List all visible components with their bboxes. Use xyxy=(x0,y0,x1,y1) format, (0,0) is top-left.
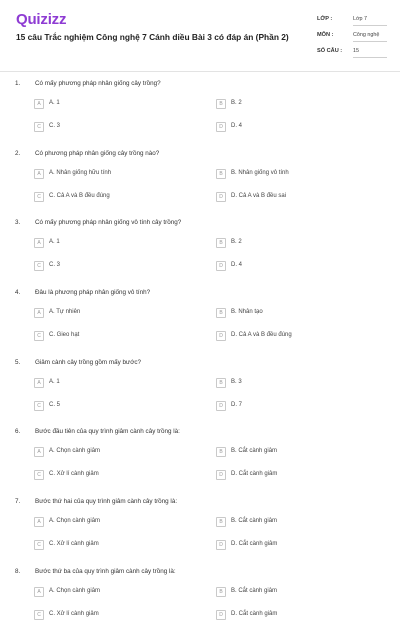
option-letter-box[interactable]: B xyxy=(216,587,226,597)
option-text: B. Nhân giống vô tính xyxy=(231,169,289,176)
meta-label: LỚP : xyxy=(317,16,333,22)
question-text: Bước đầu tiên của quy trình giâm cành cây trồng là: xyxy=(35,428,180,436)
question-text: Có phương pháp nhân giống cây trồng nào? xyxy=(35,149,160,157)
option-text: C. Xử lí cành giâm xyxy=(49,610,99,617)
option-text: D. 7 xyxy=(231,401,243,408)
meta-row-subject xyxy=(317,28,387,44)
option-text: D. 4 xyxy=(231,262,243,269)
option-letter-box[interactable]: D xyxy=(216,192,226,202)
question-item xyxy=(0,78,400,148)
option-text: D. 4 xyxy=(231,123,243,129)
option-text: A. Tự nhiên xyxy=(49,309,81,316)
question-number: 2. xyxy=(15,149,21,157)
option-letter-box[interactable]: D xyxy=(216,401,226,411)
question-item xyxy=(0,426,400,496)
option-text: B. Cắt cành giâm xyxy=(231,518,278,525)
option-letter-box[interactable]: A xyxy=(34,447,44,457)
question-item xyxy=(0,496,400,566)
option-letter-box[interactable]: C xyxy=(34,261,44,271)
option-text: D. Cả A và B đều đúng xyxy=(231,332,292,339)
option-text: A. Nhân giống hữu tính xyxy=(49,169,112,176)
question-text: Bước thứ hai của quy trình giâm cành cây trồng là: xyxy=(35,498,178,506)
option-text: C. 3 xyxy=(49,123,61,129)
question-number: 5. xyxy=(15,358,21,366)
option-letter-box[interactable]: D xyxy=(216,122,226,132)
meta-value: 15 xyxy=(353,46,387,58)
question-text: Giâm cành cây trồng gồm mấy bước? xyxy=(35,358,141,366)
question-number: 7. xyxy=(15,498,21,506)
option-letter-box[interactable]: C xyxy=(34,192,44,202)
option-text: C. 3 xyxy=(49,262,61,269)
quizizz-logo[interactable]: Quizizz xyxy=(16,11,67,28)
header-divider xyxy=(0,71,400,72)
question-text: Đâu là phương pháp nhân giống vô tính? xyxy=(35,289,151,297)
option-text: A. Chọn cành giâm xyxy=(49,587,101,594)
option-letter-box[interactable]: D xyxy=(216,331,226,341)
question-list xyxy=(0,78,400,636)
meta-label: SỐ CÂU : xyxy=(317,48,343,54)
worksheet-meta xyxy=(317,12,387,60)
option-letter-box[interactable]: C xyxy=(34,401,44,411)
question-item xyxy=(0,566,400,636)
option-text: C. Xử lí cành giâm xyxy=(49,541,99,548)
option-letter-box[interactable]: C xyxy=(34,540,44,550)
meta-row-question-count xyxy=(317,44,387,60)
option-text: B. Cắt cành giâm xyxy=(231,448,278,455)
option-letter-box[interactable]: A xyxy=(34,378,44,388)
option-letter-box[interactable]: B xyxy=(216,378,226,388)
option-text: C. Cả A và B đều đúng xyxy=(49,192,110,199)
meta-value: Lớp 7 xyxy=(353,14,387,26)
option-letter-box[interactable]: C xyxy=(34,610,44,620)
option-letter-box[interactable]: D xyxy=(216,261,226,271)
question-text: Bước thứ ba của quy trình giâm cành cây trồng là: xyxy=(35,567,176,575)
option-text: A. Chọn cành giâm xyxy=(49,518,101,525)
option-text: D. Cắt cành giâm xyxy=(231,541,278,548)
option-letter-box[interactable]: D xyxy=(216,610,226,620)
question-text: Có mấy phương pháp nhân giống cây trồng? xyxy=(35,80,161,87)
option-letter-box[interactable]: B xyxy=(216,308,226,318)
option-letter-box[interactable]: D xyxy=(216,470,226,480)
option-text: B. 2 xyxy=(231,239,242,246)
question-text: Có mấy phương pháp nhân giống vô tính cây trồng? xyxy=(35,219,182,227)
option-letter-box[interactable]: A xyxy=(34,308,44,318)
question-item xyxy=(0,148,400,218)
meta-label: MÔN : xyxy=(317,32,334,38)
worksheet-title: 15 câu Trắc nghiệm Công nghệ 7 Cánh diều Bài 3 có đáp án (Phần 2) xyxy=(16,32,289,42)
option-letter-box[interactable]: C xyxy=(34,470,44,480)
option-letter-box[interactable]: B xyxy=(216,169,226,179)
question-item xyxy=(0,217,400,287)
option-letter-box[interactable]: A xyxy=(34,169,44,179)
question-item xyxy=(0,287,400,357)
option-text: A. 1 xyxy=(49,100,60,106)
option-letter-box[interactable]: B xyxy=(216,99,226,109)
meta-row-class xyxy=(317,12,387,28)
option-text: D. Cắt cành giâm xyxy=(231,610,278,617)
option-text: B. 3 xyxy=(231,378,242,385)
option-letter-box[interactable]: C xyxy=(34,331,44,341)
question-item xyxy=(0,357,400,427)
option-text: A. 1 xyxy=(49,239,60,246)
meta-value: Công nghệ xyxy=(353,30,387,42)
option-letter-box[interactable]: A xyxy=(34,517,44,527)
option-text: B. Nhân tạo xyxy=(231,309,263,316)
option-text: C. Xử lí cành giâm xyxy=(49,471,99,478)
option-text: D. Cả A và B đều sai xyxy=(231,192,287,199)
option-letter-box[interactable]: D xyxy=(216,540,226,550)
option-text: C. 5 xyxy=(49,401,61,408)
option-letter-box[interactable]: A xyxy=(34,587,44,597)
option-letter-box[interactable]: A xyxy=(34,238,44,248)
question-number: 1. xyxy=(15,80,21,87)
question-number: 3. xyxy=(15,219,21,227)
option-letter-box[interactable]: C xyxy=(34,122,44,132)
option-letter-box[interactable]: A xyxy=(34,99,44,109)
option-text: C. Gieo hạt xyxy=(49,332,80,339)
option-letter-box[interactable]: B xyxy=(216,238,226,248)
worksheet-header xyxy=(0,0,400,70)
option-text: D. Cắt cành giâm xyxy=(231,471,278,478)
question-number: 4. xyxy=(15,289,21,297)
option-letter-box[interactable]: B xyxy=(216,517,226,527)
option-text: A. 1 xyxy=(49,378,60,385)
question-number: 8. xyxy=(15,567,21,575)
option-text: B. Cắt cành giâm xyxy=(231,587,278,594)
question-number: 6. xyxy=(15,428,21,436)
option-text: B. 2 xyxy=(231,100,242,106)
option-letter-box[interactable]: B xyxy=(216,447,226,457)
option-text: A. Chọn cành giâm xyxy=(49,448,101,455)
